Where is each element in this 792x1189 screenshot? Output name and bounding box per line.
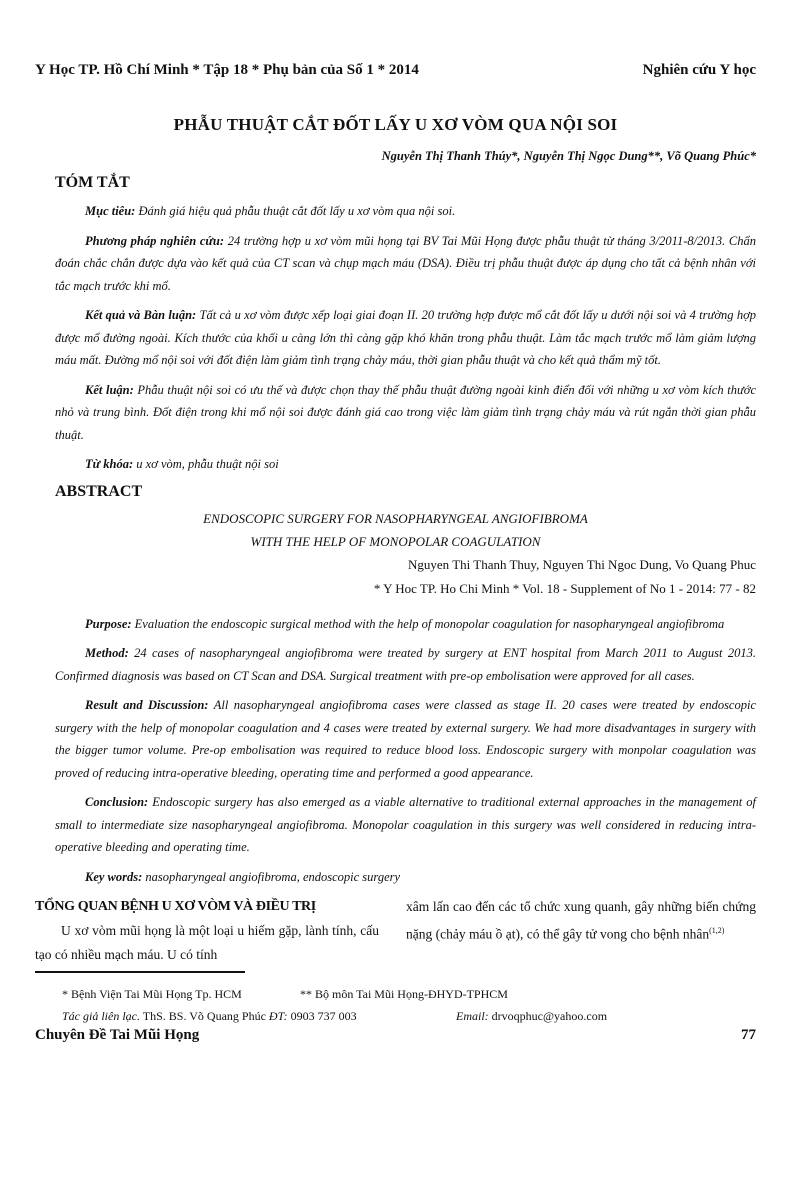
paragraph — [55, 866, 756, 889]
affiliation-2: ** Bộ môn Tai Mũi Họng-ĐHYD-TPHCM — [300, 987, 508, 1001]
affiliation-1: * Bệnh Viện Tai Mũi Họng Tp. HCM — [62, 987, 242, 1001]
abstract-heading: ABSTRACT — [55, 482, 143, 500]
running-header — [35, 62, 756, 79]
reference-marker: (1,2) — [709, 926, 725, 935]
phone: 0903 737 003 — [287, 1009, 357, 1023]
citation: * Y Hoc TP. Ho Chi Minh * Vol. 18 - Supplement of No 1 - 2014: 77 - 82 — [373, 580, 756, 596]
paragraph-text: nasopharyngeal angiofibroma, endoscopic surgery — [142, 869, 401, 884]
paragraph-label: Purpose: — [85, 616, 132, 631]
page-number: 77 — [741, 1027, 756, 1043]
contact-row — [62, 1005, 756, 1027]
paragraph-label: Result and Discussion: — [85, 698, 209, 712]
paragraph — [55, 642, 756, 687]
email: drvoqphuc@yahoo.com — [488, 1009, 608, 1023]
affiliations — [62, 983, 756, 1005]
paragraph-label: Kết quả và Bàn luận: — [85, 308, 197, 322]
paragraph — [55, 379, 756, 447]
contact-name: ThS. BS. Võ Quang Phúc — [140, 1009, 269, 1023]
paragraph-text: Phẫu thuật nội soi có ưu thế và được chọn thay thế phẫu thuật đường ngoài kinh điển đối với những u xơ vòm kích thước nhỏ và trung bình. Đốt điện trong khi mổ nội soi được đánh giá cao trong việc làm giảm tình trạng chảy máu và rút ngắn thời gian phẫu thuật. — [55, 382, 756, 442]
paragraph-text: 24 trường hợp u xơ vòm mũi họng tại BV Tai Mũi Họng được phẫu thuật từ tháng 3/2011-8/2013. Chẩn đoán chắc chắn được dựa vào kết quả của CT scan và chụp mạch máu (DSA). Điều trị phẫu thuật được áp dụng cho tất cả bệnh nhân với tắc mạch trước khi mổ. — [55, 233, 756, 293]
paragraph-text: Evaluation the endoscopic surgical method with the help of monopolar coagulation for nasopharyngeal angiofibroma — [131, 616, 725, 631]
paragraph-label: Phương pháp nghiên cứu: — [85, 233, 225, 248]
paragraph — [55, 304, 756, 372]
email-line — [456, 1005, 607, 1027]
abstract-body — [55, 613, 756, 889]
paragraph-text: Endoscopic surgery has also emerged as a viable alternative to traditional external approaches in the management of small to intermediate size nasopharyngeal angiofibroma. Monopolar coagulation in this surgery was well considered in reducing intra-operative bleeding and operating time. — [55, 795, 756, 854]
abstract-title-line-2: WITH THE HELP OF MONOPOLAR COAGULATION — [250, 533, 541, 549]
paragraph-text: All nasopharyngeal angiofibroma cases were classed as stage II. 20 cases were treated by endoscopic surgery with the help of monopolar coagulation and 4 cases were treated by external surgery. We had more disadvantages in surgery with the bigger tumor volume. Pre-op embolisation was required to reduce blood loss. Endoscopic surgery with monpolar coagulation was proved of reducing intra-operative bleeding, operating time and performed a good appearance. — [55, 698, 756, 780]
paragraph — [55, 230, 756, 298]
paragraph-label: Key words: — [85, 869, 143, 884]
running-header-right: Nghiên cứu Y học — [642, 62, 756, 78]
paragraph-text: u xơ vòm, phẫu thuật nội soi — [133, 457, 279, 471]
summary-heading: TÓM TẮT — [55, 174, 130, 191]
abstract-title-line-1: ENDOSCOPIC SURGERY FOR NASOPHARYNGEAL ANGIOFIBROMA — [203, 510, 588, 526]
running-header-left: Y Học TP. Hồ Chí Minh * Tập 18 * Phụ bản của Số 1 * 2014 — [35, 62, 419, 78]
overview-section — [35, 895, 756, 967]
contact-line — [62, 1005, 456, 1027]
paragraph-label: Kết luận: — [85, 382, 134, 397]
footnote-divider — [35, 971, 245, 973]
overview-col1-text: U xơ vòm mũi họng là một loại u hiếm gặp, lành tính, cấu tạo có nhiều mạch máu. U có tính — [35, 923, 379, 962]
overview-col2-text: xâm lấn cao đến các tổ chức xung quanh, gây những biến chứng nặng (chảy máu ồ ạt), có thể gây tử vong cho bệnh nhân — [406, 899, 756, 942]
authors-vi: Nguyễn Thị Thanh Thúy*, Nguyễn Thị Ngọc Dung**, Võ Quang Phúc* — [381, 149, 756, 163]
overview-column-2 — [406, 895, 756, 967]
abstract-title — [35, 507, 756, 553]
paragraph-text: 24 cases of nasopharyngeal angiofibroma were treated by surgery at ENT hospital from March 2011 to August 2013. Confirmed diagnosis was based on CT Scan and DSA. Surgical treatment with pre-op embolisation were approved for all cases. — [55, 646, 756, 683]
article-title: PHẪU THUẬT CẮT ĐỐT LẤY U XƠ VÒM QUA NỘI SOI — [173, 115, 618, 134]
paragraph-label: Method: — [85, 646, 129, 660]
overview-column-1 — [35, 895, 379, 967]
paragraph-label: Conclusion: — [85, 795, 149, 809]
paragraph-text: Đánh giá hiệu quả phẫu thuật cắt đốt lấy u xơ vòm qua nội soi. — [135, 204, 456, 218]
paragraph — [55, 453, 756, 476]
email-label: Email: — [456, 1009, 489, 1023]
summary-body — [55, 200, 756, 476]
paragraph-text: Tất cả u xơ vòm được xếp loại giai đoạn II. 20 trường hợp được mổ cắt đốt lấy u dưới nội soi và 4 trường hợp được mổ đường ngoài. Kích thước của khối u càng lớn thì càng gặp khó khăn trong phẫu thuật. Làm tắc mạch trước mổ làm giảm lượng máu mất. Đường mổ nội soi với đốt điện làm giảm tình trạng chảy máu, thời gian phẫu thuật và cho kết quả thẩm mỹ tốt. — [55, 308, 756, 367]
paragraph — [55, 791, 756, 859]
page-footer — [35, 1027, 756, 1044]
abstract-authors: Nguyen Thi Thanh Thuy, Nguyen Thi Ngoc Dung, Vo Quang Phuc — [408, 556, 756, 572]
abstract-authors-block — [35, 553, 756, 601]
footer-section: Chuyên Đề Tai Mũi Họng — [35, 1027, 200, 1043]
paragraph — [55, 613, 756, 636]
paragraph-label: Mục tiêu: — [85, 204, 136, 218]
contact-label: Tác giả liên lạc. — [62, 1009, 140, 1023]
overview-heading: TỔNG QUAN BỆNH U XƠ VÒM VÀ ĐIỀU TRỊ — [35, 899, 316, 914]
phone-label: ĐT: — [268, 1009, 288, 1023]
paragraph — [55, 694, 756, 784]
paragraph-label: Từ khóa: — [85, 457, 134, 471]
paragraph — [55, 200, 756, 223]
